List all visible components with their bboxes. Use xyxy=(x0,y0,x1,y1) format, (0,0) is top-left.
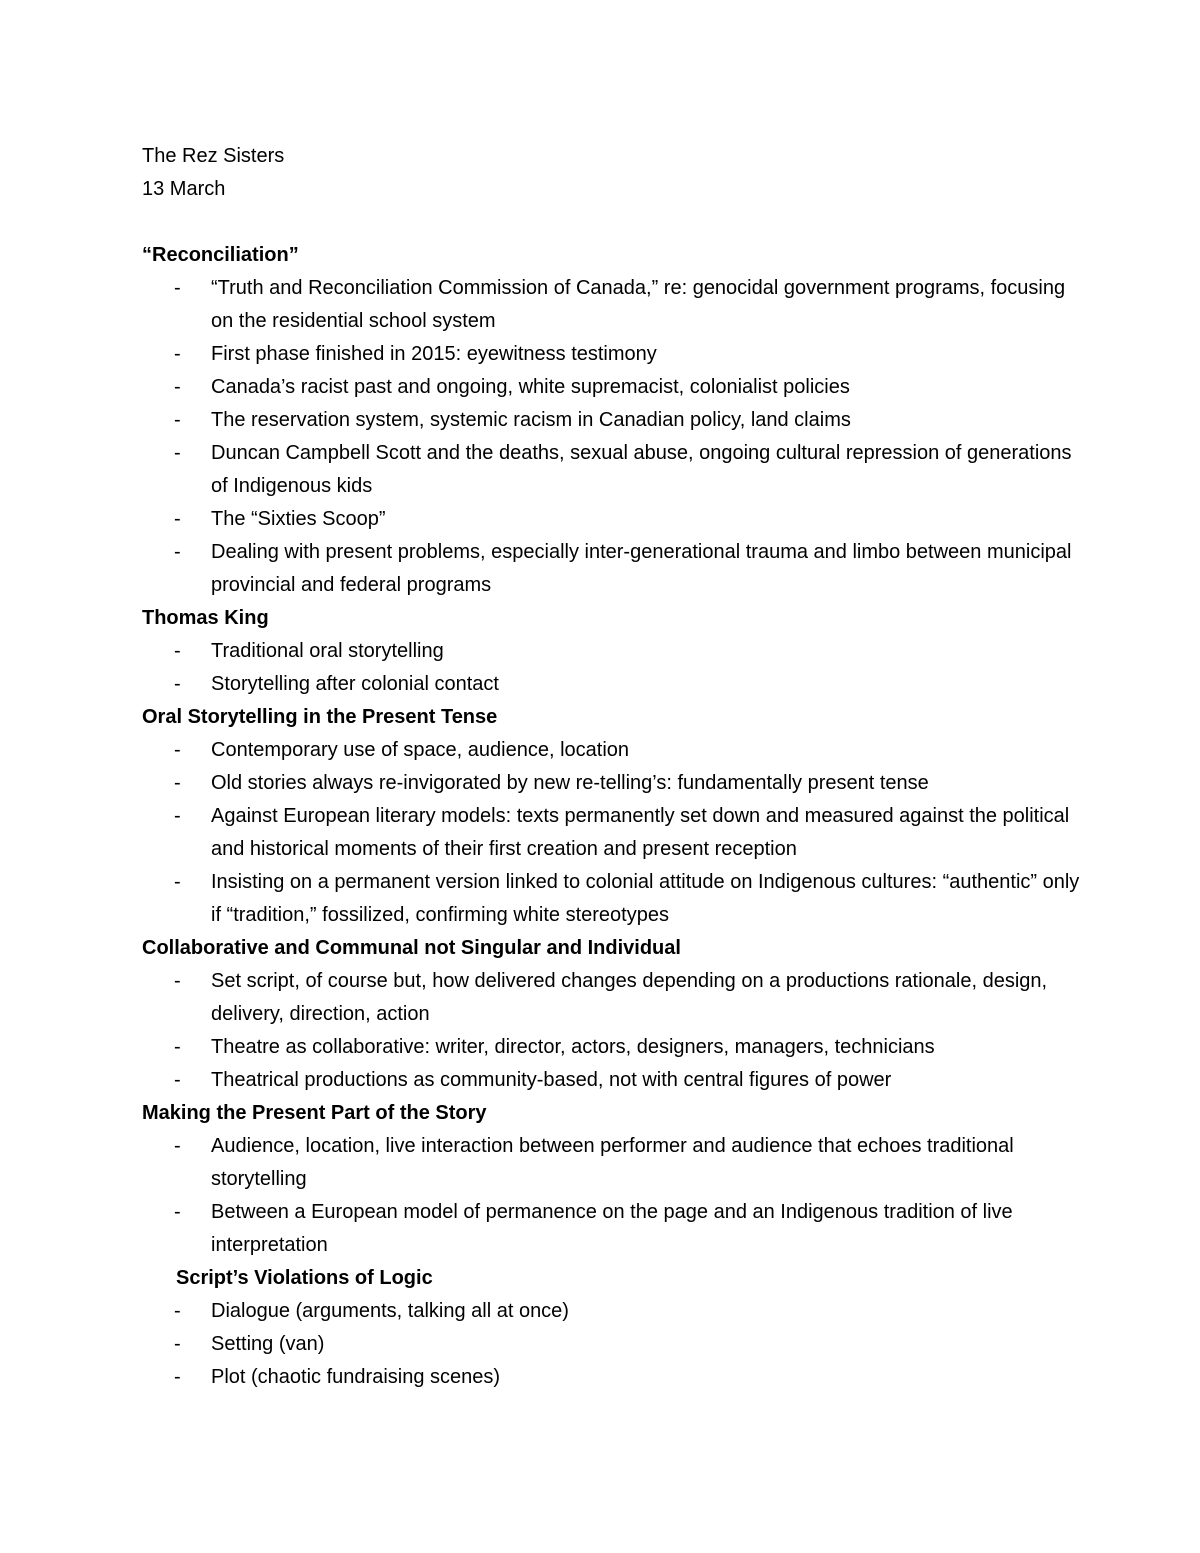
list-item-text: Storytelling after colonial contact xyxy=(211,673,499,695)
list-item-text: Old stories always re-invigorated by new re-telling’s: fundamentally present tense xyxy=(211,772,929,794)
list-item-text: Contemporary use of space, audience, location xyxy=(211,739,630,761)
list-item-text: Between a European model of permanence on the page and an Indigenous tradition of live interpretation xyxy=(211,1201,1013,1256)
list-item-text: Traditional oral storytelling xyxy=(211,640,444,662)
list-item-text: The reservation system, systemic racism in Canadian policy, land claims xyxy=(211,409,851,431)
list-item xyxy=(142,866,1082,932)
list-item-text: Dealing with present problems, especially inter-generational trauma and limbo between municipal provincial and federal programs xyxy=(211,541,1072,596)
bullet-dash: - xyxy=(174,673,181,695)
list-item-text: “Truth and Reconciliation Commission of Canada,” re: genocidal government programs, focusing on the residential school system xyxy=(211,277,1066,332)
section-heading: Thomas King xyxy=(142,607,269,629)
list-item xyxy=(142,1130,1082,1196)
bullet-list xyxy=(142,635,1082,701)
list-item xyxy=(142,767,1082,800)
list-item-text: Insisting on a permanent version linked to colonial attitude on Indigenous cultures: “authentic” only if “tradition,” fossilized, confirming white stereotypes xyxy=(211,871,1080,926)
bullet-dash: - xyxy=(174,970,181,992)
bullet-dash: - xyxy=(174,343,181,365)
section-heading: “Reconciliation” xyxy=(142,244,299,266)
list-item xyxy=(142,965,1082,1031)
list-item-text: Theatrical productions as community-based, not with central figures of power xyxy=(211,1069,892,1091)
bullet-list xyxy=(142,1130,1082,1262)
list-item xyxy=(142,536,1082,602)
bullet-dash: - xyxy=(174,1201,181,1223)
list-item xyxy=(142,668,1082,701)
document-page xyxy=(142,140,1082,1394)
list-item xyxy=(142,272,1082,338)
list-item xyxy=(142,503,1082,536)
bullet-dash: - xyxy=(174,1333,181,1355)
document-title: The Rez Sisters xyxy=(142,145,285,167)
list-item-text: Setting (van) xyxy=(211,1333,325,1355)
bullet-dash: - xyxy=(174,508,181,530)
list-item-text: Audience, location, live interaction between performer and audience that echoes traditional storytelling xyxy=(211,1135,1014,1190)
bullet-dash: - xyxy=(174,1036,181,1058)
list-item xyxy=(142,734,1082,767)
bullet-list xyxy=(142,965,1082,1097)
bullet-list xyxy=(142,272,1082,602)
bullet-dash: - xyxy=(174,541,181,563)
list-item-text: The “Sixties Scoop” xyxy=(211,508,386,530)
list-item xyxy=(142,371,1082,404)
list-item xyxy=(142,1031,1082,1064)
list-item-text: Plot (chaotic fundraising scenes) xyxy=(211,1366,501,1388)
bullet-dash: - xyxy=(174,871,181,893)
bullet-dash: - xyxy=(174,1069,181,1091)
list-item-text: Against European literary models: texts permanently set down and measured against the political and historical moments of their first creation and present reception xyxy=(211,805,1070,860)
list-item-text: Dialogue (arguments, talking all at once) xyxy=(211,1300,569,1322)
notes-sections xyxy=(142,239,1082,1394)
bullet-list xyxy=(142,1295,1082,1394)
bullet-dash: - xyxy=(174,277,181,299)
section-heading: Making the Present Part of the Story xyxy=(142,1102,487,1124)
blank-line xyxy=(142,206,1082,239)
document-date: 13 March xyxy=(142,178,226,200)
list-item-text: Set script, of course but, how delivered changes depending on a productions rationale, design, delivery, direction, action xyxy=(211,970,1048,1025)
list-item xyxy=(142,1328,1082,1361)
list-item-text: Duncan Campbell Scott and the deaths, sexual abuse, ongoing cultural repression of generations of Indigenous kids xyxy=(211,442,1072,497)
list-item xyxy=(142,437,1082,503)
section-heading: Script’s Violations of Logic xyxy=(176,1267,433,1289)
list-item xyxy=(142,1064,1082,1097)
section-heading: Collaborative and Communal not Singular and Individual xyxy=(142,937,681,959)
bullet-dash: - xyxy=(174,640,181,662)
bullet-dash: - xyxy=(174,739,181,761)
bullet-dash: - xyxy=(174,376,181,398)
list-item xyxy=(142,1295,1082,1328)
bullet-dash: - xyxy=(174,1135,181,1157)
list-item xyxy=(142,800,1082,866)
list-item xyxy=(142,404,1082,437)
list-item xyxy=(142,1361,1082,1394)
bullet-dash: - xyxy=(174,805,181,827)
list-item-text: Theatre as collaborative: writer, director, actors, designers, managers, technicians xyxy=(211,1036,935,1058)
list-item xyxy=(142,338,1082,371)
section-heading: Oral Storytelling in the Present Tense xyxy=(142,706,498,728)
bullet-dash: - xyxy=(174,1366,181,1388)
bullet-dash: - xyxy=(174,772,181,794)
list-item xyxy=(142,635,1082,668)
list-item-text: First phase finished in 2015: eyewitness testimony xyxy=(211,343,657,365)
bullet-list xyxy=(142,734,1082,932)
bullet-dash: - xyxy=(174,442,181,464)
list-item-text: Canada’s racist past and ongoing, white supremacist, colonialist policies xyxy=(211,376,850,398)
list-item xyxy=(142,1196,1082,1262)
bullet-dash: - xyxy=(174,409,181,431)
bullet-dash: - xyxy=(174,1300,181,1322)
